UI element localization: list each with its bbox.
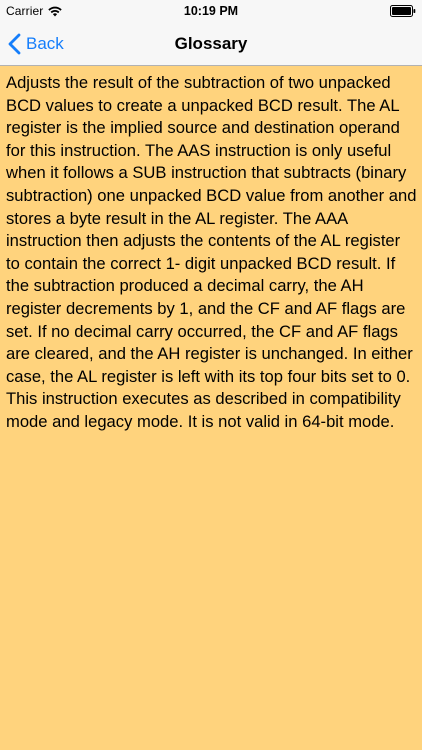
- chevron-left-icon: [8, 33, 21, 55]
- glossary-definition-text: Adjusts the result of the subtraction of two unpacked BCD values to create a unpacked BCD result. The AL register is the implied source and destination operand for this instruction. The AAS instruction is only useful when it follows a SUB instruction that subtracts (binary subtraction) one unpacked BCD value from another and stores a byte result in the AL register. The AAA instruction then adjusts the contents of the AL register to contain the correct 1- digit unpacked BCD result. If the subtraction produced a decimal carry, the AH register decrements by 1, and the CF and AF flags are set. If no decimal carry occurred, the CF and AF flags are cleared, and the AH register is unchanged. In either case, the AL register is left with its top four bits set to 0. This instruction executes as described in compatibility mode and legacy mode. It is not valid in 64-bit mode.: [6, 73, 417, 431]
- status-bar: [0, 0, 422, 22]
- back-button-label: Back: [26, 33, 64, 53]
- back-button[interactable]: [8, 22, 64, 65]
- carrier-label: Carrier: [6, 4, 44, 18]
- page-title: Glossary: [174, 34, 248, 53]
- navigation-bar: [0, 22, 422, 66]
- status-time: 10:19 PM: [183, 4, 239, 18]
- battery-icon: [390, 5, 416, 17]
